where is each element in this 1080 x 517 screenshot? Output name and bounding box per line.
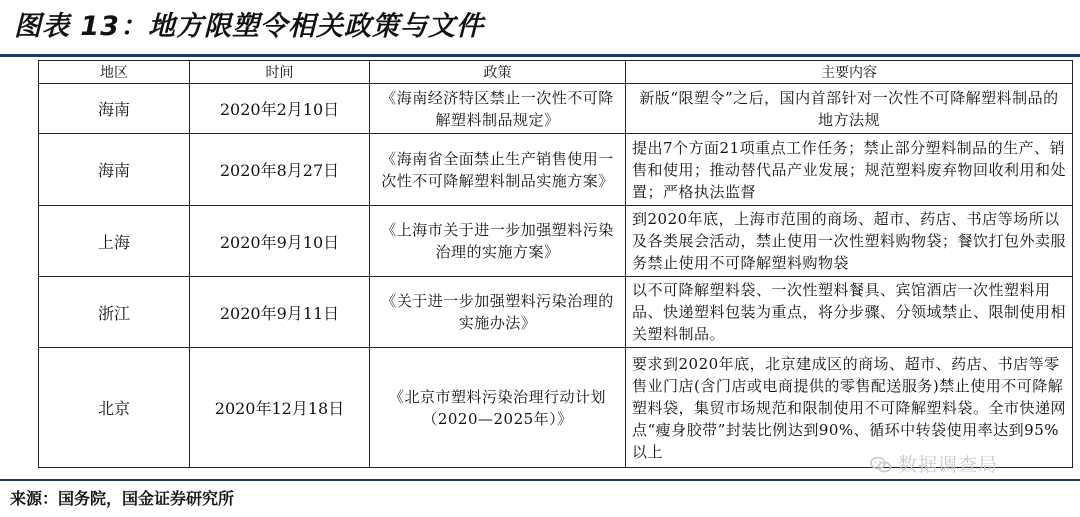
- cell-content: 提出7个方面21项重点工作任务；禁止部分塑料制品的生产、销售和使用；推动替代品产业发展；规范塑料废弃物回收利用和处置；严格执法监督: [626, 134, 1073, 206]
- bottom-rule: [0, 479, 1080, 481]
- header-content: 主要内容: [626, 61, 1073, 84]
- cell-region: 海南: [39, 84, 190, 134]
- cell-time: 2020年12月18日: [190, 348, 370, 468]
- watermark: [870, 452, 998, 478]
- cell-policy: 《上海市关于进一步加强塑料污染治理的实施方案》: [370, 206, 626, 277]
- cell-content: 到2020年底，上海市范围的商场、超市、药店、书店等场所以及各类展会活动，禁止使用一次性塑料购物袋；餐饮打包外卖服务禁止使用不可降解塑料购物袋: [626, 206, 1073, 277]
- top-rule: [0, 54, 1080, 57]
- header-region: 地区: [39, 61, 190, 84]
- policy-table: [38, 60, 1073, 468]
- table-row: [39, 134, 1073, 206]
- figure-title: 图表 13：地方限塑令相关政策与文件: [14, 11, 484, 42]
- watermark-text: 数据调查局: [898, 454, 999, 476]
- cell-region: 北京: [39, 348, 190, 468]
- cell-time: 2020年8月27日: [190, 134, 370, 206]
- cell-time: 2020年9月10日: [190, 206, 370, 277]
- cell-content: 以不可降解塑料袋、一次性塑料餐具、宾馆酒店一次性塑料用品、快递塑料包装为重点，将分步骤、分领域禁止、限制使用相关塑料制品。: [626, 277, 1073, 348]
- wechat-icon: [870, 455, 892, 473]
- table-row: [39, 348, 1073, 468]
- table-row: [39, 206, 1073, 277]
- cell-time: 2020年2月10日: [190, 84, 370, 134]
- table-header-row: [39, 61, 1073, 84]
- cell-region: 上海: [39, 206, 190, 277]
- cell-policy: 《北京市塑料污染治理行动计划（2020—2025年）》: [370, 348, 626, 468]
- header-policy: 政策: [370, 61, 626, 84]
- source-note: 来源：国务院，国金证券研究所: [10, 489, 235, 508]
- cell-region: 浙江: [39, 277, 190, 348]
- cell-policy: 《关于进一步加强塑料污染治理的实施办法》: [370, 277, 626, 348]
- cell-region: 海南: [39, 134, 190, 206]
- header-time: 时间: [190, 61, 370, 84]
- cell-policy: 《海南省全面禁止生产销售使用一次性不可降解塑料制品实施方案》: [370, 134, 626, 206]
- cell-content: 新版“限塑令”之后，国内首部针对一次性不可降解塑料制品的地方法规: [626, 84, 1073, 134]
- table-row: [39, 277, 1073, 348]
- table-row: [39, 84, 1073, 134]
- cell-content: 要求到2020年底，北京建成区的商场、超市、药店、书店等零售业门店(含门店或电商提供的零售配送服务)禁止使用不可降解塑料袋，集贸市场规范和限制使用不可降解塑料袋。全市快递网点“瘦身胶带”封装比例达到90%、循环中转袋使用率达到95%以上: [626, 348, 1073, 468]
- cell-policy: 《海南经济特区禁止一次性不可降解塑料制品规定》: [370, 84, 626, 134]
- cell-time: 2020年9月11日: [190, 277, 370, 348]
